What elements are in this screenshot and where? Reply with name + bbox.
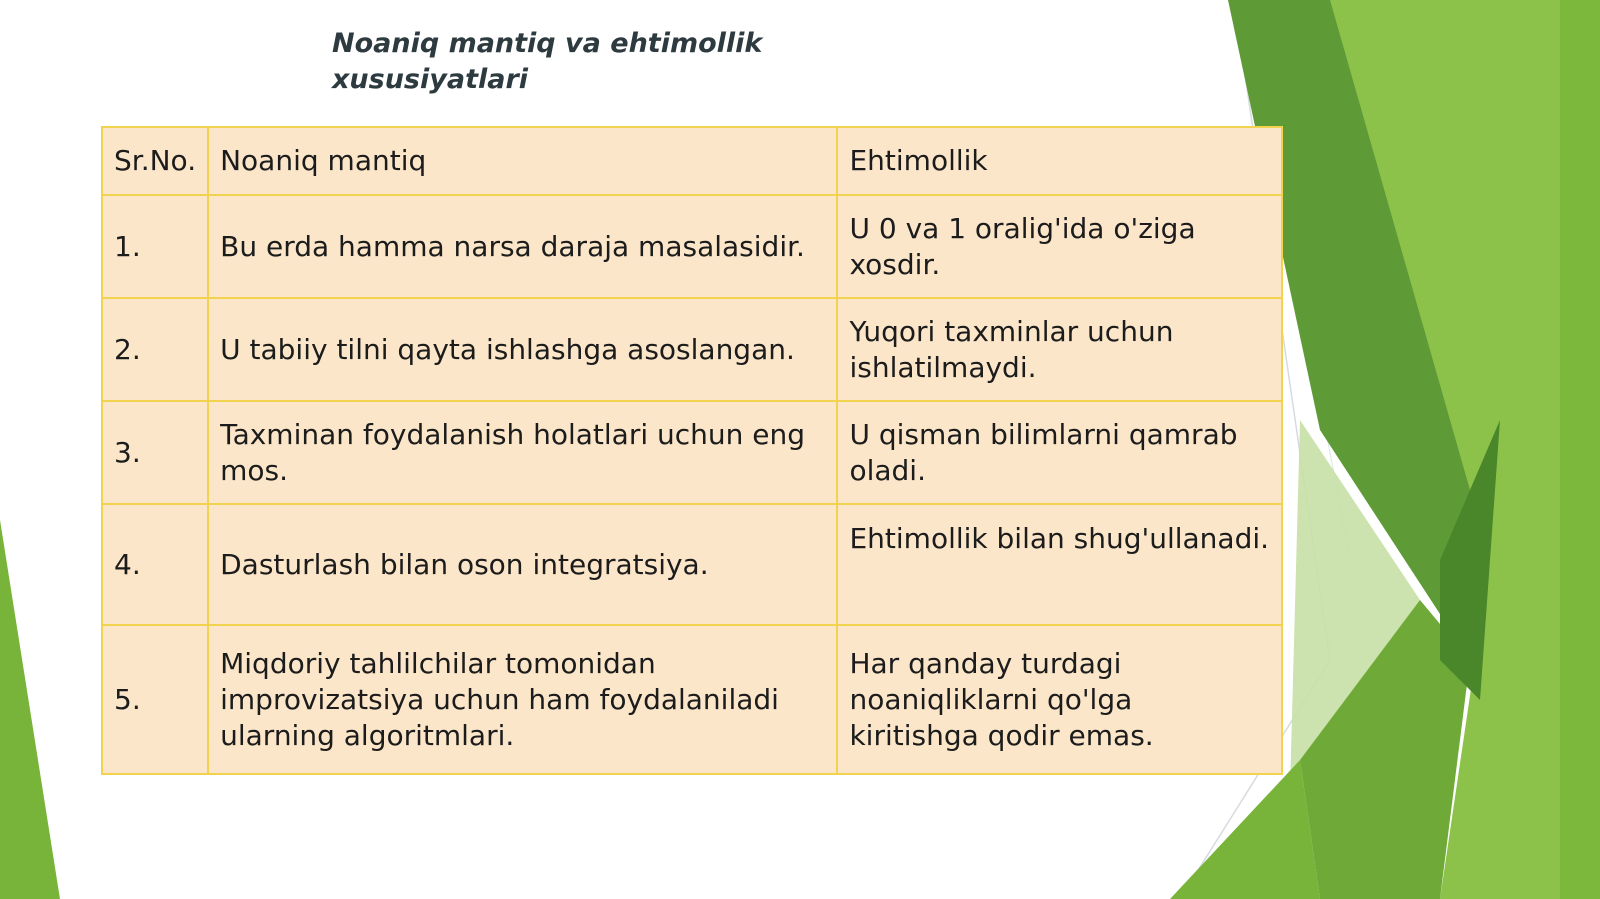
- fuzzy-logic-cell: Dasturlash bilan oson integratsiya.: [208, 504, 837, 625]
- table-row: [102, 298, 1282, 401]
- probability-cell: U 0 va 1 oralig'ida o'ziga xosdir.: [837, 195, 1282, 298]
- row-number: 5.: [102, 625, 208, 774]
- table-row: [102, 195, 1282, 298]
- probability-cell: Ehtimollik bilan shug'ullanadi.: [837, 504, 1282, 625]
- fuzzy-logic-cell: Bu erda hamma narsa daraja masalasidir.: [208, 195, 837, 298]
- fuzzy-logic-cell: Miqdoriy tahlilchilar tomonidan improvizatsiya uchun ham foydalaniladi ularning algoritmlari.: [208, 625, 837, 774]
- probability-cell: U qisman bilimlarni qamrab oladi.: [837, 401, 1282, 504]
- table-header-row: [102, 127, 1282, 195]
- header-noaniq-mantiq: Noaniq mantiq: [208, 127, 837, 195]
- comparison-table: [101, 126, 1283, 775]
- table-row: [102, 504, 1282, 625]
- left-green-shape: [0, 520, 60, 899]
- slide-title: Noaniq mantiq va ehtimollik xususiyatlari: [332, 28, 763, 95]
- table-row: [102, 401, 1282, 504]
- right-bottom-green-shape: [1170, 760, 1320, 899]
- row-number: 1.: [102, 195, 208, 298]
- probability-cell: Har qanday turdagi noaniqliklarni qo'lga kiritishga qodir emas.: [837, 625, 1282, 774]
- row-number: 3.: [102, 401, 208, 504]
- right-edge-green-shape: [1560, 0, 1600, 899]
- table-row: [102, 625, 1282, 774]
- row-number: 2.: [102, 298, 208, 401]
- row-number: 4.: [102, 504, 208, 625]
- fuzzy-logic-cell: Taxminan foydalanish holatlari uchun eng mos.: [208, 401, 837, 504]
- probability-cell: Yuqori taxminlar uchun ishlatilmaydi.: [837, 298, 1282, 401]
- fuzzy-logic-cell: U tabiiy tilni qayta ishlashga asoslangan.: [208, 298, 837, 401]
- header-sr-no: Sr.No.: [102, 127, 208, 195]
- header-ehtimollik: Ehtimollik: [837, 127, 1282, 195]
